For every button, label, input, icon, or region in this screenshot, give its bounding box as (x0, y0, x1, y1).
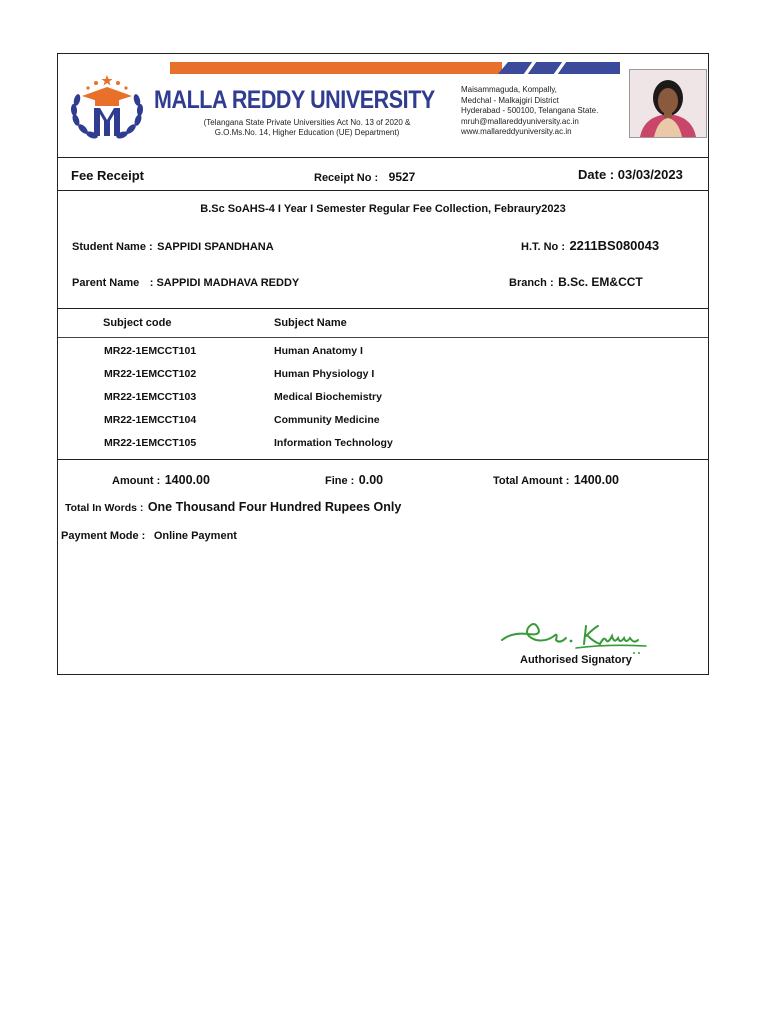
university-act-text (188, 118, 426, 138)
subject-name: Information Technology (274, 437, 393, 449)
divider (58, 190, 708, 191)
payment-mode (61, 526, 237, 544)
date-value: 03/03/2023 (617, 167, 683, 182)
divider (58, 157, 708, 158)
parent-name-value: : SAPPIDI MADHAVA REDDY (149, 277, 300, 289)
student-name-value: SAPPIDI SPANDHANA (157, 241, 274, 253)
hall-ticket (521, 237, 659, 255)
fee-receipt-document (57, 53, 709, 675)
branch-value: B.Sc. EM&CCT (558, 275, 643, 289)
date-label: Date : (578, 167, 615, 182)
subject-name: Human Physiology I (274, 368, 375, 380)
subject-name-header: Subject Name (274, 317, 347, 329)
fine (325, 471, 383, 489)
total-in-words (65, 498, 401, 516)
fine-label: Fine : (325, 475, 355, 487)
branch-label: Branch : (509, 277, 554, 289)
divider (58, 308, 708, 309)
address-line: Maisammaguda, Kompally, (461, 85, 557, 94)
authorised-signatory-label: Authorised Signatory (520, 654, 632, 666)
act-line: G.O.Ms.No. 14, Higher Education (UE) Department) (214, 128, 400, 137)
ht-value: 2211BS080043 (569, 238, 660, 253)
act-line: (Telangana State Private Universities Act No. 13 of 2020 & (203, 118, 411, 127)
signature-image (498, 614, 654, 658)
student-name-label: Student Name : (72, 241, 153, 253)
address-line: Hyderabad - 500100, Telangana State. (461, 106, 599, 115)
address-line: Medchal - Malkajgiri District (461, 95, 559, 105)
divider (58, 459, 708, 460)
subject-name: Community Medicine (274, 414, 380, 426)
collection-title: B.Sc SoAHS-4 I Year I Semester Regular Fee Collection, Febraury2023 (200, 203, 566, 215)
fine-value: 0.00 (358, 473, 384, 487)
receipt-number (314, 168, 415, 186)
subject-name: Medical Biochemistry (274, 391, 382, 403)
header-orange-band (170, 62, 502, 74)
subject-code: MR22-1EMCCT105 (104, 437, 197, 449)
university-logo (66, 74, 150, 144)
subject-code: MR22-1EMCCT101 (104, 345, 197, 357)
subject-code: MR22-1EMCCT104 (104, 414, 197, 426)
branch (509, 273, 643, 291)
receipt-title: Fee Receipt (71, 168, 144, 183)
parent-name-label: Parent Name (72, 277, 140, 289)
receipt-no-value: 9527 (388, 170, 416, 184)
total-amount (493, 471, 619, 489)
subject-code: MR22-1EMCCT103 (104, 391, 197, 403)
words-label: Total In Words : (65, 502, 144, 514)
student-photo (629, 69, 707, 138)
ht-label: H.T. No : (521, 241, 565, 253)
receipt-date (578, 167, 683, 182)
receipt-no-label: Receipt No : (314, 172, 379, 184)
subject-name: Human Anatomy I (274, 345, 363, 357)
amount-label: Amount : (112, 475, 161, 487)
parent-name (72, 273, 299, 291)
payment-mode-value: Online Payment (153, 530, 237, 542)
website-line: www.mallareddyuniversity.ac.in (461, 127, 572, 136)
payment-mode-label: Payment Mode : (61, 530, 146, 542)
divider (58, 337, 708, 338)
email-line: mruh@mallareddyuniversity.ac.in (461, 116, 579, 126)
university-address (461, 85, 598, 138)
subject-code-header: Subject code (103, 317, 172, 329)
amount (112, 471, 210, 489)
total-label: Total Amount : (493, 475, 570, 487)
university-name: MALLA REDDY UNIVERSITY (154, 86, 435, 114)
total-value: 1400.00 (573, 473, 620, 487)
amount-value: 1400.00 (164, 473, 210, 487)
subject-code: MR22-1EMCCT102 (104, 368, 197, 380)
student-name (72, 237, 274, 255)
words-value: One Thousand Four Hundred Rupees Only (147, 500, 402, 514)
